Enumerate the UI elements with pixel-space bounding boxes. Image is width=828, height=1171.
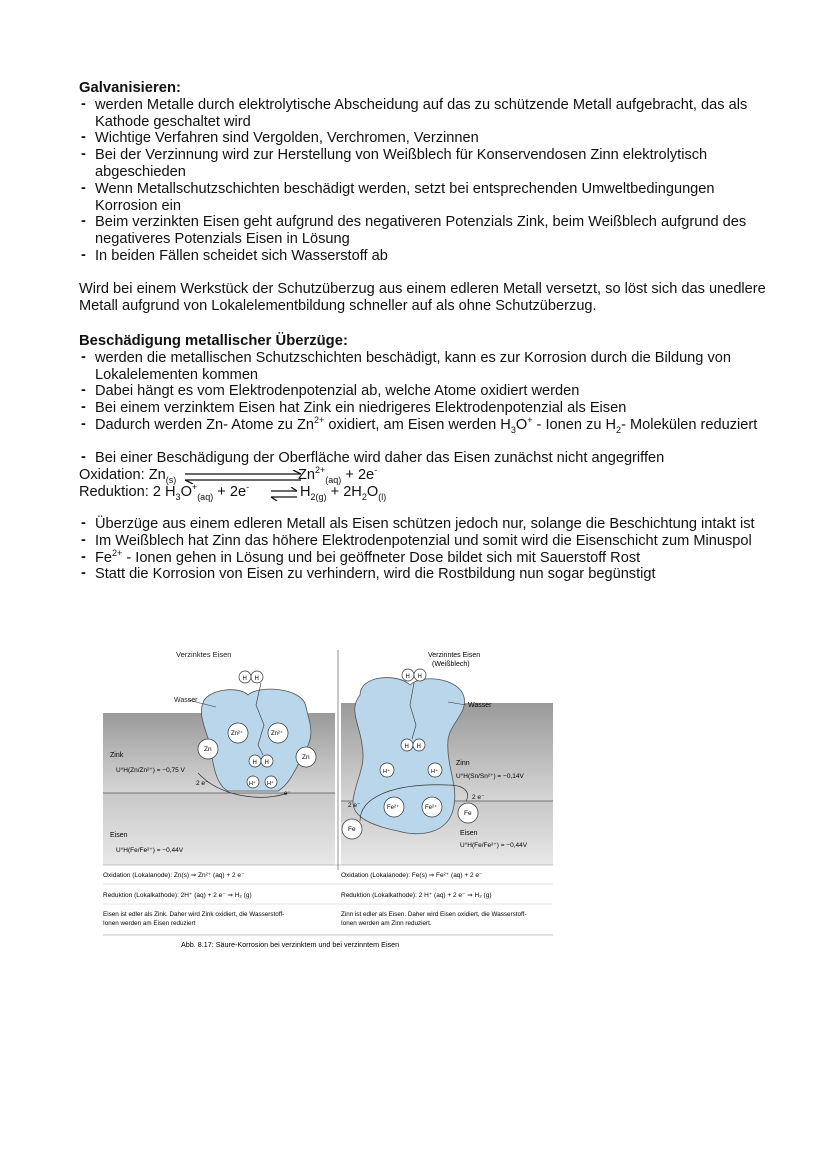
- svg-text:Verzinntes Eisen: Verzinntes Eisen: [428, 652, 481, 659]
- svg-text:H: H: [264, 760, 269, 766]
- svg-text:H⁺: H⁺: [267, 781, 274, 787]
- svg-text:U°H(Fe/Fe²⁺) = −0,44V: U°H(Fe/Fe²⁺) = −0,44V: [460, 842, 528, 849]
- svg-text:Oxidation (Lokalanode): Fe(s): Oxidation (Lokalanode): Fe(s) ⇒ Fe²⁺ (aq) + 2 e⁻: [341, 872, 483, 879]
- svg-text:Zn: Zn: [204, 746, 212, 753]
- svg-text:Zink: Zink: [110, 752, 124, 759]
- left-title: Verzinktes Eisen: [176, 650, 232, 659]
- svg-text:Reduktion (Lokalkathode): 2 H⁺: Reduktion (Lokalkathode): 2 H⁺ (aq) + 2 e⁻ ⇒ H₂ (g): [341, 892, 492, 899]
- corrosion-figure: [98, 645, 558, 957]
- list-item: - Wichtige Verfahren sind Vergolden, Verchromen, Verzinnen: [79, 130, 779, 147]
- svg-text:Ionen werden am Eisen reduzier: Ionen werden am Eisen reduziert: [103, 920, 196, 927]
- list-item: - Beim verzinkten Eisen geht aufgrund des negativeren Potenzials Zink, beim Weißblech aufgrund des negativeres Potenzials Eisen in Lösung: [79, 214, 779, 248]
- svg-text:Eisen ist edler als Zink. Dahe: Eisen ist edler als Zink. Daher wird Zink oxidiert, die Wasserstoff-: [103, 911, 285, 918]
- paragraph-lokalelement: Wird bei einem Werkstück der Schutzüberzug aus einem edleren Metall versetzt, so löst sich das unedlere Metall aufgrund von Lokalelementbildung schneller auf als ohne Schutzüberzug.: [79, 281, 766, 314]
- list-item: - Bei der Verzinnung wird zur Herstellung von Weißblech für Konservendosen Zinn elektrolytisch abgeschieden: [79, 147, 779, 181]
- equilibrium-arrow-icon: [269, 487, 299, 501]
- reduction-equation: Reduktion: 2 $H_3O^+_{(aq)} + 2e^-$: [79, 481, 250, 502]
- list-item: - Bei einem verzinktem Eisen hat Zink ein niedrigeres Elektrodenpotenzial als Eisen: [79, 400, 779, 417]
- water-label: Wasser: [174, 697, 198, 704]
- figure-caption: Abb. 8.17: Säure-Korrosion bei verzinktem und bei verzinntem Eisen: [181, 940, 400, 949]
- svg-text:Fe: Fe: [464, 810, 472, 817]
- svg-text:H: H: [404, 744, 409, 750]
- reaction-block: [79, 450, 779, 501]
- svg-text:H: H: [417, 674, 422, 680]
- section-weissblech: [79, 516, 779, 583]
- list-item: - Bei einer Beschädigung der Oberfläche wird daher das Eisen zunächst nicht angegriffen: [79, 450, 779, 467]
- svg-text:H: H: [405, 674, 410, 680]
- svg-text:Zinn ist edler als Eisen. Dahe: Zinn ist edler als Eisen. Daher wird Eisen oxidiert, die Wasserstoff-: [341, 911, 527, 918]
- svg-text:Zn²⁺: Zn²⁺: [271, 731, 284, 737]
- list-item: - Dabei hängt es vom Elektrodenpotenzial ab, welche Atome oxidiert werden: [79, 383, 779, 400]
- svg-text:Reduktion (Lokalkathode): 2H⁺: Reduktion (Lokalkathode): 2H⁺ (aq) + 2 e⁻ ⇒ H₂ (g): [103, 892, 252, 899]
- svg-text:H: H: [252, 760, 257, 766]
- svg-text:Oxidation (Lokalanode): Zn(s): Oxidation (Lokalanode): Zn(s) ⇒ Zn²⁺ (aq) + 2 e⁻: [103, 872, 245, 879]
- list-item: - $Fe^{2+}$ - Ionen gehen in Lösung und bei geöffneter Dose bildet sich mit Sauerstoff Rost: [79, 550, 779, 567]
- svg-text:2 e⁻: 2 e⁻: [348, 802, 361, 809]
- svg-text:Zn: Zn: [302, 754, 310, 761]
- svg-text:Eisen: Eisen: [110, 832, 128, 839]
- svg-text:Zn²⁺: Zn²⁺: [231, 731, 244, 737]
- svg-text:e⁻: e⁻: [284, 791, 291, 797]
- oxidation-equation: Oxidation: $Zn_{(s)}$: [79, 466, 177, 485]
- svg-text:U°H(Zn/Zn²⁺) = −0,75 V: U°H(Zn/Zn²⁺) = −0,75 V: [116, 767, 185, 774]
- svg-text:Zinn: Zinn: [456, 760, 470, 767]
- svg-text:Fe: Fe: [348, 826, 356, 833]
- svg-text:H: H: [254, 676, 259, 682]
- list-item: - werden Metalle durch elektrolytische Abscheidung auf das zu schützende Metall aufgebracht, das als Kathode geschaltet wird: [79, 97, 779, 131]
- beschaedigung-list: [79, 350, 779, 434]
- svg-text:H: H: [416, 744, 421, 750]
- reduction-product: $H_{2(g)} + 2H_2O_{(l)}$: [300, 483, 387, 502]
- svg-text:2 e⁻: 2 e⁻: [472, 794, 485, 801]
- heading-beschaedigung: Beschädigung metallischer Überzüge:: [79, 333, 348, 349]
- svg-text:H: H: [242, 676, 247, 682]
- list-item: - Statt die Korrosion von Eisen zu verhindern, wird die Rostbildung nun sogar begünstigt: [79, 566, 779, 583]
- oxidation-product: $Zn^{2+}_{(aq)} + 2e^-$: [298, 464, 378, 485]
- svg-text:Eisen: Eisen: [460, 830, 478, 837]
- section-beschaedigung: [79, 333, 779, 434]
- list-item: - Wenn Metallschutzschichten beschädigt werden, setzt bei entsprechenden Umweltbedingungen Korrosion ein: [79, 181, 779, 215]
- equations: [79, 464, 779, 502]
- heading-galvanisieren: Galvanisieren:: [79, 80, 181, 96]
- list-item: - Dadurch werden Zn- Atome zu $Zn^{2+}$ oxidiert, am Eisen werden $H_3O^+$ - Ionen zu $H_2-$ Molekülen reduziert: [79, 417, 779, 434]
- galvanisieren-list: [79, 97, 779, 265]
- svg-text:Ionen werden am Zinn reduziert: Ionen werden am Zinn reduziert.: [341, 920, 432, 927]
- svg-text:U°H(Fe/Fe²⁺) = −0,44V: U°H(Fe/Fe²⁺) = −0,44V: [116, 847, 184, 854]
- water-drop-right: [353, 678, 465, 834]
- list-item: - Im Weißblech hat Zinn das höhere Elektrodenpotenzial und somit wird die Eisenschicht zum Minuspol: [79, 533, 779, 550]
- svg-text:Fe²⁺: Fe²⁺: [387, 805, 400, 811]
- list-item: - Überzüge aus einem edleren Metall als Eisen schützen jedoch nur, solange die Beschichtung intakt ist: [79, 516, 779, 533]
- svg-text:U°H(Sn/Sn²⁺) = −0,14V: U°H(Sn/Sn²⁺) = −0,14V: [456, 773, 524, 780]
- list-item: - In beiden Fällen scheidet sich Wasserstoff ab: [79, 248, 779, 265]
- list-item: - werden die metallischen Schutzschichten beschädigt, kann es zur Korrosion durch die Bildung von Lokalelementen kommen: [79, 350, 779, 384]
- svg-text:H⁺: H⁺: [431, 769, 438, 775]
- svg-text:(Weißblech): (Weißblech): [432, 661, 470, 668]
- svg-text:H⁺: H⁺: [383, 769, 390, 775]
- svg-text:2 e⁻: 2 e⁻: [196, 780, 209, 787]
- svg-text:Wasser: Wasser: [468, 702, 492, 709]
- svg-text:H⁺: H⁺: [249, 781, 256, 787]
- equilibrium-arrow-icon: [183, 470, 305, 484]
- svg-text:Fe²⁺: Fe²⁺: [425, 805, 438, 811]
- iron-layer-left: [103, 793, 335, 865]
- section-galvanisieren: [79, 80, 779, 265]
